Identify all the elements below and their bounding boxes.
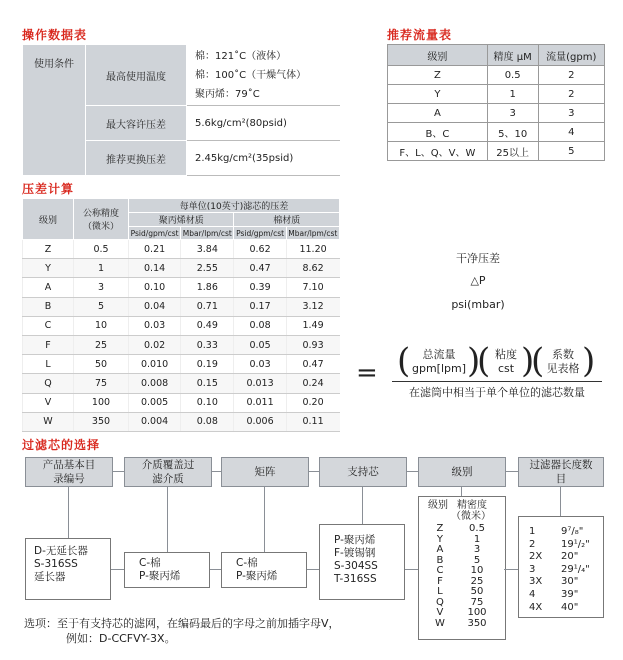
table-cell: 0.010	[129, 355, 181, 374]
total-flow-label: 总流量	[422, 348, 456, 361]
list-item: C	[436, 565, 444, 576]
precision-header: 精密度	[457, 500, 487, 511]
table-cell: 25以上	[487, 142, 538, 161]
max-temp-values	[187, 45, 340, 106]
operating-data-table	[22, 44, 340, 176]
option-item: C-棉	[139, 557, 161, 569]
table-cell: 0.008	[129, 374, 181, 393]
list-item: F	[437, 575, 443, 587]
connector	[560, 486, 561, 516]
viscosity-unit: cst	[497, 362, 515, 375]
table-cell: 0.03	[129, 316, 181, 335]
box-matrix	[221, 457, 309, 487]
list-item: 5	[473, 554, 481, 566]
option-item: S-316SS	[34, 558, 78, 570]
list-item: L	[437, 586, 443, 597]
column-header-unit: Mbar/lpm/cst	[181, 227, 234, 240]
table-row	[23, 259, 340, 278]
grade-list	[435, 524, 445, 629]
max-temp-label: 最高使用温度	[86, 45, 187, 106]
list-item: W	[435, 617, 445, 629]
table-cell: 1	[487, 85, 538, 104]
option-item: S-304SS	[334, 560, 378, 572]
table-cell: 0.10	[181, 393, 234, 412]
viscosity-group	[489, 348, 523, 376]
table-cell: 3.84	[181, 240, 234, 259]
table-cell: 3	[487, 104, 538, 123]
table-cell: 0.21	[129, 240, 181, 259]
column-header-cotton: 棉材质	[234, 213, 340, 227]
table-cell: 1	[74, 259, 129, 278]
list-item: 4	[529, 588, 536, 600]
table-cell: 11.20	[286, 240, 339, 259]
section-title-selection: 过滤芯的选择	[22, 438, 101, 452]
list-item: 350	[467, 617, 487, 629]
paren-open: (	[477, 341, 491, 381]
max-pressure-label: 最大容许压差	[86, 106, 187, 141]
connector	[167, 486, 168, 552]
use-condition-label: 使用条件	[23, 45, 86, 176]
table-cell: F、L、Q、V、W	[388, 142, 488, 161]
table-cell: 0.006	[234, 412, 286, 431]
table-cell: 7.10	[286, 278, 339, 297]
replace-pressure-value: 2.45kg/cm²(35psid)	[187, 141, 340, 176]
table-cell: Z	[388, 66, 488, 85]
table-cell: 0.04	[129, 297, 181, 316]
link-line	[504, 569, 518, 570]
table-cell: 0.47	[234, 259, 286, 278]
box-support-core	[319, 457, 407, 487]
table-row	[23, 335, 340, 354]
table-cell: 0.71	[181, 297, 234, 316]
section-title-operating-data: 操作数据表	[22, 28, 88, 42]
precision-list	[457, 524, 497, 629]
table-cell: 0.5	[74, 240, 129, 259]
table-cell: B、C	[388, 123, 488, 142]
table-row	[388, 142, 605, 161]
box-label: 级别	[451, 466, 473, 478]
list-item: Y	[436, 533, 443, 545]
table-cell: 0.013	[234, 374, 286, 393]
list-item: 100	[467, 607, 487, 618]
option-item: 延长器	[34, 571, 66, 583]
table-cell: B	[23, 297, 74, 316]
box-label: 介质覆盖过滤介质	[141, 459, 195, 485]
list-item: 10	[470, 565, 484, 576]
list-item: 20"	[561, 551, 579, 563]
list-item: 3	[529, 563, 536, 575]
table-cell: 0.08	[181, 412, 234, 431]
table-cell: 1.86	[181, 278, 234, 297]
connector	[362, 486, 363, 524]
link-line	[405, 569, 418, 570]
table-cell: 100	[74, 393, 129, 412]
table-cell: 5	[538, 142, 604, 161]
list-item: 75	[470, 596, 484, 608]
box-grade	[418, 457, 506, 487]
table-cell: Y	[23, 259, 74, 278]
flow-line	[30, 471, 600, 472]
link-line	[210, 569, 221, 570]
table-cell: 3	[74, 278, 129, 297]
options-matrix	[221, 552, 307, 588]
total-flow-unit: gpm[lpm]	[411, 362, 467, 375]
table-cell: 0.62	[234, 240, 286, 259]
table-cell: 0.14	[129, 259, 181, 278]
temp-line: 棉：121˚C（液体）	[195, 50, 287, 62]
list-item: A	[436, 544, 444, 555]
paren-close: )	[467, 341, 481, 381]
table-cell: 0.17	[234, 297, 286, 316]
list-item: 2	[529, 538, 536, 550]
options-grade	[418, 496, 506, 640]
list-item: 1	[529, 526, 536, 537]
table-cell: 0.19	[181, 355, 234, 374]
table-row	[23, 316, 340, 335]
table-cell: 0.011	[234, 393, 286, 412]
table-cell: L	[23, 355, 74, 374]
table-cell: 8.62	[286, 259, 339, 278]
table-cell: W	[23, 412, 74, 431]
paren-close: )	[582, 341, 596, 381]
table-cell: 3.12	[286, 297, 339, 316]
table-cell: 10	[74, 316, 129, 335]
table-cell: Z	[23, 240, 74, 259]
column-header-group: 每单位(10英寸)滤芯的压差	[129, 199, 340, 213]
total-flow-group	[410, 348, 468, 376]
length-values	[561, 526, 590, 614]
option-item: T-316SS	[334, 573, 377, 585]
table-cell: 1.49	[286, 316, 339, 335]
table-cell: 75	[74, 374, 129, 393]
list-item: 40"	[561, 601, 579, 613]
table-cell: 25	[74, 335, 129, 354]
list-item: Z	[436, 523, 444, 534]
box-length	[518, 457, 604, 487]
list-item: 1	[473, 533, 481, 545]
list-item: 50	[470, 586, 484, 597]
table-cell: 350	[74, 412, 129, 431]
table-cell: 0.93	[286, 335, 339, 354]
options-base	[25, 538, 111, 600]
column-header-unit: Psid/gpm/cst	[129, 227, 181, 240]
table-cell: 5	[74, 297, 129, 316]
fraction-denominator: 在滤筒中相当于单个单位的滤芯数量	[409, 386, 585, 399]
table-cell: 0.05	[234, 335, 286, 354]
list-item: 9⁷/₈"	[561, 526, 584, 537]
psi-unit: psi(mbar)	[451, 298, 505, 311]
temp-line: 聚丙烯：79˚C	[195, 88, 260, 100]
list-item: 25	[470, 575, 484, 587]
equals-sign: =	[356, 358, 378, 388]
box-label: 支持芯	[347, 466, 379, 478]
list-item: Q	[436, 596, 444, 608]
column-header: 精度 μM	[487, 45, 538, 66]
options-media	[124, 552, 210, 588]
viscosity-label: 粘度	[495, 348, 517, 361]
table-cell: 0.11	[286, 412, 339, 431]
table-cell: 0.08	[234, 316, 286, 335]
list-item: 30"	[561, 576, 579, 588]
connector	[68, 486, 69, 538]
box-catalog-number	[25, 457, 113, 487]
table-cell: Q	[23, 374, 74, 393]
pressure-drop-table	[22, 198, 340, 432]
column-header: 级别	[388, 45, 488, 66]
column-header-grade: 级别	[23, 199, 74, 240]
table-cell: 5、10	[487, 123, 538, 142]
list-item: 0.5	[469, 523, 485, 534]
clean-pressure-label: 干净压差	[456, 252, 500, 265]
table-cell: 0.5	[487, 66, 538, 85]
section-title-pressure-calc: 压差计算	[22, 182, 75, 196]
list-item: 39"	[561, 588, 579, 600]
table-cell: 0.47	[286, 355, 339, 374]
paren-close: )	[521, 341, 535, 381]
coefficient-label: 系数	[552, 348, 574, 361]
table-row	[23, 393, 340, 412]
table-cell: A	[388, 104, 488, 123]
column-header-pp: 聚丙烯材质	[129, 213, 234, 227]
table-cell: 0.02	[129, 335, 181, 354]
table-cell: 0.39	[234, 278, 286, 297]
table-cell: A	[23, 278, 74, 297]
box-label: 产品基本目录编号	[42, 459, 96, 485]
table-row	[388, 66, 605, 85]
table-cell: 0.15	[181, 374, 234, 393]
table-row	[388, 123, 605, 142]
list-item: 3	[473, 544, 481, 555]
table-row	[23, 355, 340, 374]
flow-rate-table	[387, 44, 605, 161]
list-item: 29¹/₄"	[561, 563, 590, 575]
table-cell: 2	[538, 66, 604, 85]
table-cell: 0.49	[181, 316, 234, 335]
selection-example: 例如：D-CCFVY-3X。	[66, 632, 176, 645]
table-cell: 0.33	[181, 335, 234, 354]
table-cell: 50	[74, 355, 129, 374]
table-cell: 0.005	[129, 393, 181, 412]
column-header-unit: Mbar/lpm/cst	[286, 227, 339, 240]
box-media-cover	[124, 457, 212, 487]
options-length	[518, 516, 604, 618]
table-cell: 2	[538, 85, 604, 104]
table-cell: 0.10	[129, 278, 181, 297]
list-item: B	[436, 554, 444, 566]
table-cell: 2.55	[181, 259, 234, 278]
option-item: P-聚丙烯	[139, 570, 181, 582]
coefficient-note: 见表格	[546, 362, 580, 375]
table-cell: 0.004	[129, 412, 181, 431]
table-row	[23, 278, 340, 297]
selection-note: 选项：至于有支持芯的滤网，在编码最后的字母之前加插字母V，	[24, 617, 340, 630]
table-cell: 4	[538, 123, 604, 142]
max-pressure-value: 5.6kg/cm²(80psid)	[187, 106, 340, 141]
box-label: 矩阵	[254, 466, 276, 478]
replace-pressure-label: 推荐更换压差	[86, 141, 187, 176]
column-header-precision: 公称精度（微米）	[74, 199, 129, 240]
table-cell: 0.24	[286, 374, 339, 393]
micron-header: （微米）	[451, 511, 491, 522]
box-label: 过滤器长度数目	[529, 459, 593, 485]
list-item: 4X	[529, 601, 543, 613]
column-header-unit: Psid/gpm/cst	[234, 227, 286, 240]
list-item: 2X	[529, 551, 543, 563]
option-item: D-无延长器	[34, 545, 88, 557]
table-cell: C	[23, 316, 74, 335]
table-row	[23, 412, 340, 431]
table-row	[23, 374, 340, 393]
connector	[461, 486, 462, 496]
table-cell: Y	[388, 85, 488, 104]
length-codes	[529, 526, 542, 614]
list-item: 19¹/₂"	[561, 538, 590, 550]
grade-header: 级别	[428, 500, 448, 511]
paren-open: (	[397, 341, 411, 381]
delta-p-symbol: △P	[470, 274, 486, 287]
list-item: 3X	[529, 576, 543, 588]
table-cell: 3	[538, 104, 604, 123]
table-row	[388, 104, 605, 123]
options-support	[319, 524, 405, 600]
option-item: C-棉	[236, 557, 258, 569]
link-line	[307, 569, 319, 570]
option-item: P-聚丙烯	[334, 534, 376, 546]
table-row	[23, 297, 340, 316]
option-item: P-聚丙烯	[236, 570, 278, 582]
connector	[264, 486, 265, 552]
table-cell: V	[23, 393, 74, 412]
fraction-bar	[392, 381, 602, 382]
table-cell: 0.03	[234, 355, 286, 374]
temp-line: 棉：100˚C（干燥气体）	[195, 69, 307, 81]
coefficient-group	[543, 348, 583, 376]
table-cell: 0.20	[286, 393, 339, 412]
table-row	[23, 240, 340, 259]
link-line	[111, 569, 124, 570]
section-title-flow-table: 推荐流量表	[387, 28, 453, 42]
table-cell: F	[23, 335, 74, 354]
paren-open: (	[531, 341, 545, 381]
option-item: F-镀锡钢	[334, 547, 376, 559]
table-row	[388, 85, 605, 104]
column-header: 流量(gpm)	[538, 45, 604, 66]
list-item: V	[436, 607, 444, 618]
